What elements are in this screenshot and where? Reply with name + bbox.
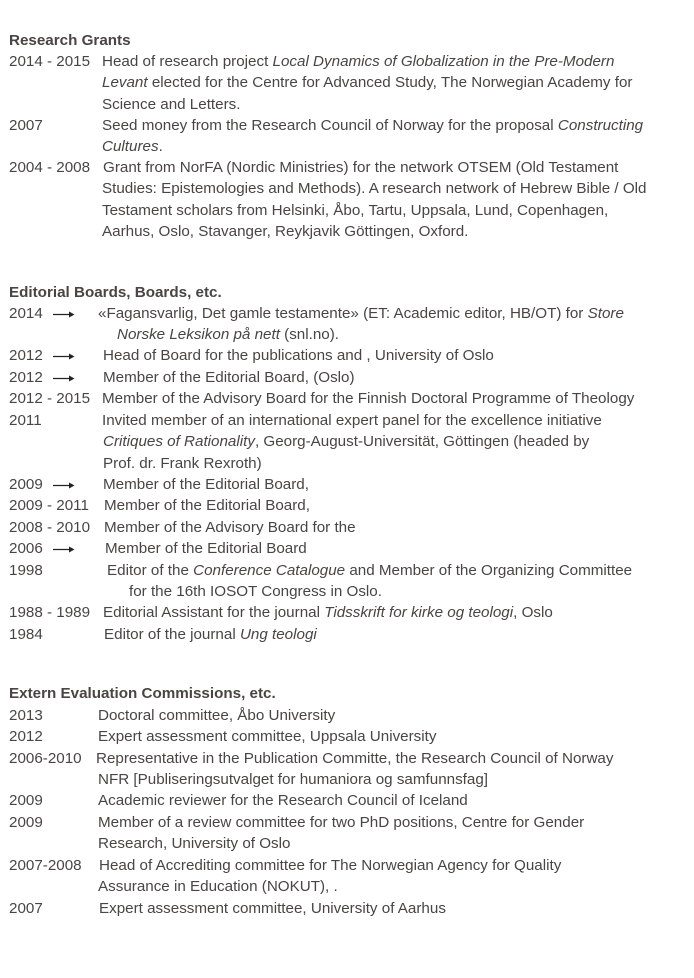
line-text: Member of the Editorial Board, [103, 476, 309, 493]
line-text: Invited member of an international expert panel for the excellence initiative [102, 412, 602, 429]
entry-date: 2014 - 2015 [9, 53, 91, 70]
italic-title: Store [587, 305, 624, 322]
entry-text-line [98, 812, 584, 833]
entry-date: 2011 [9, 412, 42, 429]
entry-text-line [107, 560, 632, 581]
entry-text-line [103, 474, 309, 495]
entry-date: 2013 [9, 707, 43, 724]
arrow-right-icon [53, 374, 75, 383]
italic-title: Critiques of Rationality [103, 433, 255, 451]
italic-title: Tidsskrift for kirke og teologi [324, 604, 514, 621]
line-text: Member of the Editorial Board, [104, 497, 310, 514]
entry-text-line [103, 602, 553, 623]
entry-text-line [129, 581, 382, 602]
entry-text-line [96, 748, 613, 769]
italic-title: Cultures [102, 138, 159, 156]
entry-text-line [98, 769, 488, 790]
italic-title: Local Dynamics of Globalization in the Pre-Modern [272, 53, 615, 70]
entry-date: 2007 [9, 900, 43, 917]
line-text: Member of the Editorial Board [105, 540, 307, 557]
arrow-right-icon [53, 481, 75, 490]
entry-date: 2012 [9, 728, 43, 745]
line-text: Member of the Advisory Board for the Finnish Doctoral Programme of Theology [102, 390, 635, 407]
entry-date: 2012 [9, 369, 43, 386]
line-text: elected for the Centre for Advanced Study, The Norwegian Academy for [147, 74, 633, 92]
section-heading: Extern Evaluation Commissions, etc. [9, 685, 276, 702]
entry-text-line [98, 790, 468, 811]
section-heading: Editorial Boards, Boards, etc. [9, 284, 222, 301]
entry-date: 1988 - 1989 [9, 604, 91, 621]
entry-text-line [98, 303, 624, 324]
line-text: Editor of the [107, 562, 194, 579]
line-text: Expert assessment committee, Uppsala University [98, 728, 437, 745]
entry-text-line [103, 157, 618, 178]
entry-text-line [98, 705, 335, 726]
entry-text-line [99, 898, 446, 919]
entry-date: 2009 [9, 476, 43, 493]
entry-date: 2009 - 2011 [9, 497, 89, 514]
italic-title: Levant [102, 74, 148, 92]
entry-text-line [102, 115, 643, 136]
entry-text-line [98, 876, 338, 897]
line-text: Member of a review committee for two PhD positions, Centre for Gender [98, 814, 585, 831]
line-text: Seed money from the Research Council of Norway for the proposal [102, 117, 558, 134]
entry-date: 2009 [9, 792, 43, 809]
entry-date: 1984 [9, 626, 43, 643]
entry-text-line [103, 453, 262, 474]
line-text: Representative in the Publication Committe, the Research Council of Norway [96, 750, 614, 767]
entry-text-line [98, 833, 290, 854]
entry-date: 2014 [9, 305, 43, 322]
entry-date: 2007 [9, 117, 43, 134]
italic-title: Conference Catalogue [193, 562, 346, 579]
line-text: (snl.no). [279, 326, 340, 344]
line-text: Head of research project [102, 53, 273, 70]
line-text: «Fagansvarlig, Det gamle testamente» (ET: Academic editor, HB/OT) for [98, 305, 588, 322]
entry-text-line [104, 517, 356, 538]
entry-date: 2012 - 2015 [9, 390, 91, 407]
entry-date: 2006 [9, 540, 43, 557]
entry-date: 1998 [9, 562, 43, 579]
line-text: . [158, 138, 163, 156]
arrow-right-icon [53, 310, 75, 319]
line-text: Aarhus, Oslo, Stavanger, Reykjavik Göttingen, Oxford. [102, 223, 469, 241]
entry-text-line [105, 538, 307, 559]
entry-date: 2006-2010 [9, 750, 82, 767]
line-text: Assurance in Education (NOKUT), . [98, 878, 338, 896]
entry-date: 2004 - 2008 [9, 159, 91, 176]
entry-text-line [104, 624, 317, 645]
line-text: Member of the Advisory Board for the [104, 519, 356, 536]
entry-text-line [103, 367, 355, 388]
entry-text-line [99, 855, 561, 876]
entry-text-line [102, 72, 632, 93]
entry-text-line [102, 221, 468, 242]
entry-text-line [98, 726, 436, 747]
entry-text-line [102, 51, 614, 72]
entry-text-line [102, 200, 608, 221]
entry-text-line [102, 136, 163, 157]
line-text: Research, University of Oslo [98, 835, 291, 853]
line-text: and Member of the Organizing Committee [345, 562, 633, 579]
section-heading: Research Grants [9, 32, 131, 49]
entry-text-line [103, 431, 589, 452]
arrow-right-icon [53, 352, 75, 361]
italic-title: Ung teologi [239, 626, 317, 643]
line-text: Studies: Epistemologies and Methods). A research network of Hebrew Bible / Old [102, 180, 647, 198]
line-text: Science and Letters. [102, 95, 241, 113]
line-text: Testament scholars from Helsinki, Åbo, Tartu, Uppsala, Lund, Copenhagen, [102, 201, 609, 219]
italic-title: Constructing [557, 117, 644, 134]
line-text: for the 16th IOSOT Congress in Oslo. [129, 583, 382, 601]
line-text: Expert assessment committee, University of Aarhus [99, 900, 446, 917]
entry-text-line [104, 495, 310, 516]
entry-text-line [102, 178, 647, 199]
line-text: Editor of the journal [104, 626, 240, 643]
entry-text-line [102, 94, 240, 115]
line-text: , Oslo [513, 604, 553, 621]
line-text: Editorial Assistant for the journal [103, 604, 325, 621]
entry-date: 2008 - 2010 [9, 519, 91, 536]
entry-date: 2009 [9, 814, 43, 831]
entry-text-line [102, 410, 602, 431]
arrow-right-icon [53, 545, 75, 554]
line-text: NFR [Publiseringsutvalget for humaniora og samfunnsfag] [98, 771, 489, 789]
line-text: Doctoral committee, Åbo University [98, 707, 336, 724]
line-text: Prof. dr. Frank Rexroth) [103, 454, 262, 472]
entry-date: 2007-2008 [9, 857, 82, 874]
line-text: Head of Board for the publications and , University of Oslo [103, 347, 494, 364]
line-text: , Georg-August-Universität, Göttingen (headed by [254, 433, 590, 451]
line-text: Member of the Editorial Board, (Oslo) [103, 369, 355, 386]
italic-title: Norske Leksikon på nett [117, 326, 280, 344]
entry-text-line [102, 388, 634, 409]
entry-text-line [117, 324, 339, 345]
line-text: Head of Accrediting committee for The Norwegian Agency for Quality [99, 857, 562, 874]
entry-text-line [103, 345, 494, 366]
line-text: Grant from NorFA (Nordic Ministries) for the network OTSEM (Old Testament [103, 159, 619, 176]
entry-date: 2012 [9, 347, 43, 364]
line-text: Academic reviewer for the Research Council of Iceland [98, 792, 468, 809]
